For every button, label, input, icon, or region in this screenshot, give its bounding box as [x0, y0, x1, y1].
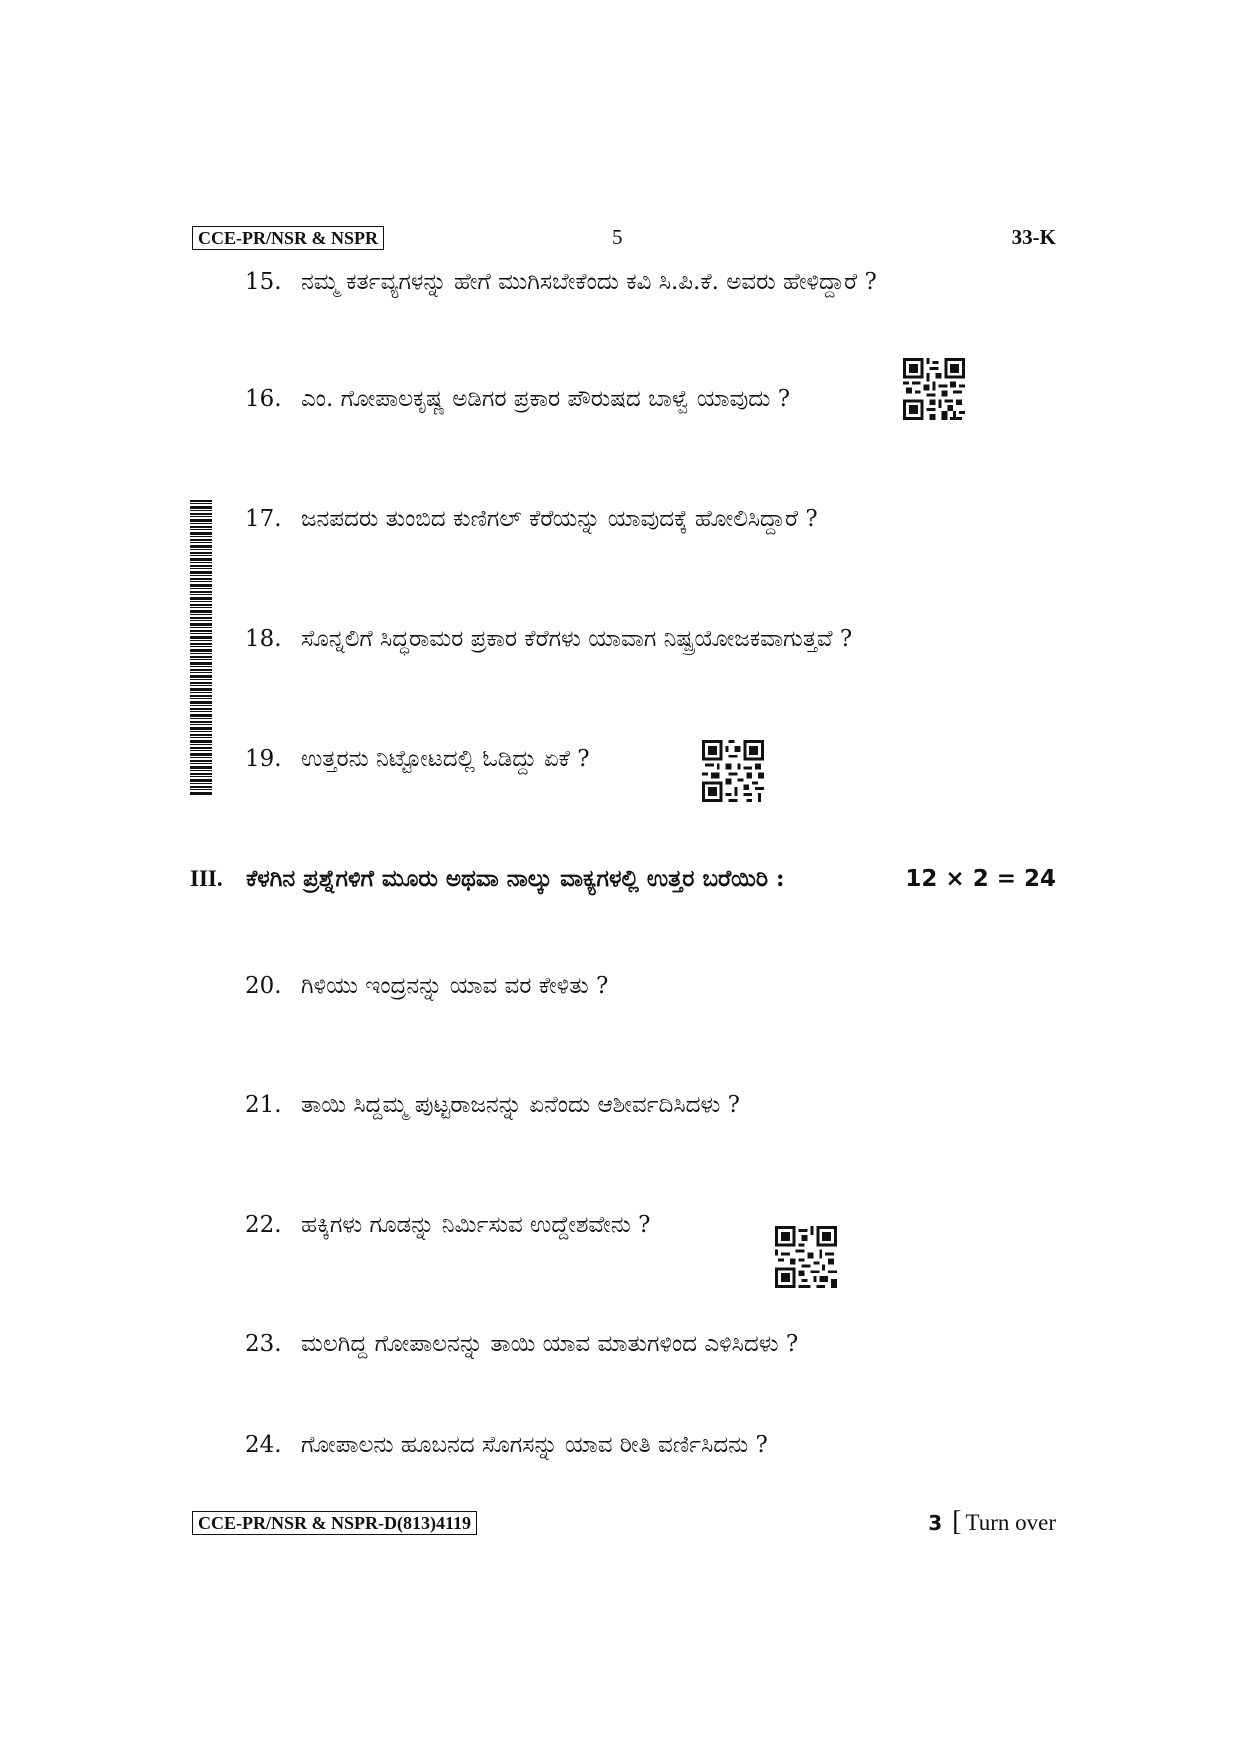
question-number: 19. — [245, 746, 282, 772]
question-item — [245, 624, 852, 654]
barcode — [190, 500, 212, 796]
exam-code: CCE-PR/NSR & NSPR — [192, 226, 384, 250]
question-text: ಉತ್ತರನು ನಿಟ್ಟೋಟದಲ್ಲಿ ಓಡಿದ್ದು ಏಕೆ ? — [301, 746, 590, 772]
footer-right — [928, 1508, 1056, 1537]
question-text: ಜನಪದರು ತುಂಬಿದ ಕುಣಿಗಲ್ ಕೆರೆಯನ್ನು ಯಾವುದಕ್ಕೆ ಹೋಲಿಸಿದ್ದಾರೆ ? — [301, 506, 818, 532]
question-item — [245, 1430, 768, 1460]
question-text: ತಾಯಿ ಸಿದ್ದಮ್ಮ ಪುಟ್ಟರಾಜನನ್ನು ಏನೆಂದು ಆಶೀರ್ವದಿಸಿದಳು ? — [301, 1092, 740, 1118]
sheet-number: 3 — [928, 1511, 943, 1535]
question-item — [245, 744, 590, 774]
question-item — [245, 504, 818, 534]
footer-code: CCE-PR/NSR & NSPR-D(813)4119 — [192, 1511, 477, 1535]
question-number: 16. — [245, 386, 282, 412]
question-text: ಎಂ. ಗೋಪಾಲಕೃಷ್ಣ ಅಡಿಗರ ಪ್ರಕಾರ ಪೌರುಷದ ಬಾಳ್ವೆ ಯಾವುದು ? — [301, 386, 791, 412]
question-text: ಸೊನ್ನಲಿಗೆ ಸಿದ್ಧರಾಮರ ಪ್ರಕಾರ ಕೆರೆಗಳು ಯಾವಾಗ ನಿಷ್ಪ್ರಯೋಜಕವಾಗುತ್ತವೆ ? — [301, 626, 853, 652]
paper-code: 33-K — [1011, 225, 1056, 249]
question-text: ನಮ್ಮ ಕರ್ತವ್ಯಗಳನ್ನು ಹೇಗೆ ಮುಗಿಸಬೇಕೆಂದು ಕವಿ ಸಿ.ಪಿ.ಕೆ. ಅವರು ಹೇಳಿದ್ದಾರೆ ? — [301, 269, 877, 295]
question-text: ಮಲಗಿದ್ದ ಗೋಪಾಲನನ್ನು ತಾಯಿ ಯಾವ ಮಾತುಗಳಿಂದ ಎಳಿಸಿದಳು ? — [301, 1331, 799, 1357]
question-item — [245, 384, 790, 414]
question-text: ಗಿಳಿಯು ಇಂದ್ರನನ್ನು ಯಾವ ವರ ಕೇಳಿತು ? — [301, 973, 609, 999]
page-header — [192, 226, 1056, 256]
question-text: ಹಕ್ಕಿಗಳು ಗೂಡನ್ನು ನಿರ್ಮಿಸುವ ಉದ್ದೇಶವೇನು ? — [301, 1212, 651, 1238]
question-number: 24. — [245, 1432, 282, 1458]
question-item — [245, 1210, 650, 1240]
bracket: [ — [952, 1506, 962, 1537]
question-item — [245, 971, 608, 1001]
page-number: 5 — [612, 225, 623, 249]
qr-code-icon[interactable] — [903, 358, 965, 420]
turn-over-label: Turn over — [965, 1510, 1056, 1535]
qr-code-icon[interactable] — [702, 740, 764, 802]
question-text: ಗೋಪಾಲನು ಹೂಬನದ ಸೊಗಸನ್ನು ಯಾವ ರೀತಿ ವರ್ಣಿಸಿದನು ? — [301, 1432, 768, 1458]
question-number: 22. — [245, 1212, 282, 1238]
question-number: 17. — [245, 506, 282, 532]
question-item — [245, 1090, 740, 1120]
question-number: 21. — [245, 1092, 282, 1118]
question-number: 18. — [245, 626, 282, 652]
section-marks: 12 × 2 = 24 — [905, 866, 1056, 892]
qr-code-icon[interactable] — [775, 1226, 837, 1288]
question-number: 20. — [245, 973, 282, 999]
question-number: 23. — [245, 1331, 282, 1357]
question-item — [245, 267, 877, 297]
question-item — [245, 1329, 798, 1359]
section-number: III. — [190, 866, 223, 891]
section-instruction: ಕೆಳಗಿನ ಪ್ರಶ್ನೆಗಳಿಗೆ ಮೂರು ಅಥವಾ ನಾಲ್ಕು ವಾಕ್ಯಗಳಲ್ಲಿ ಉತ್ತರ ಬರೆಯಿರಿ : — [246, 865, 785, 892]
section-heading — [190, 864, 1056, 894]
question-number: 15. — [245, 269, 282, 295]
